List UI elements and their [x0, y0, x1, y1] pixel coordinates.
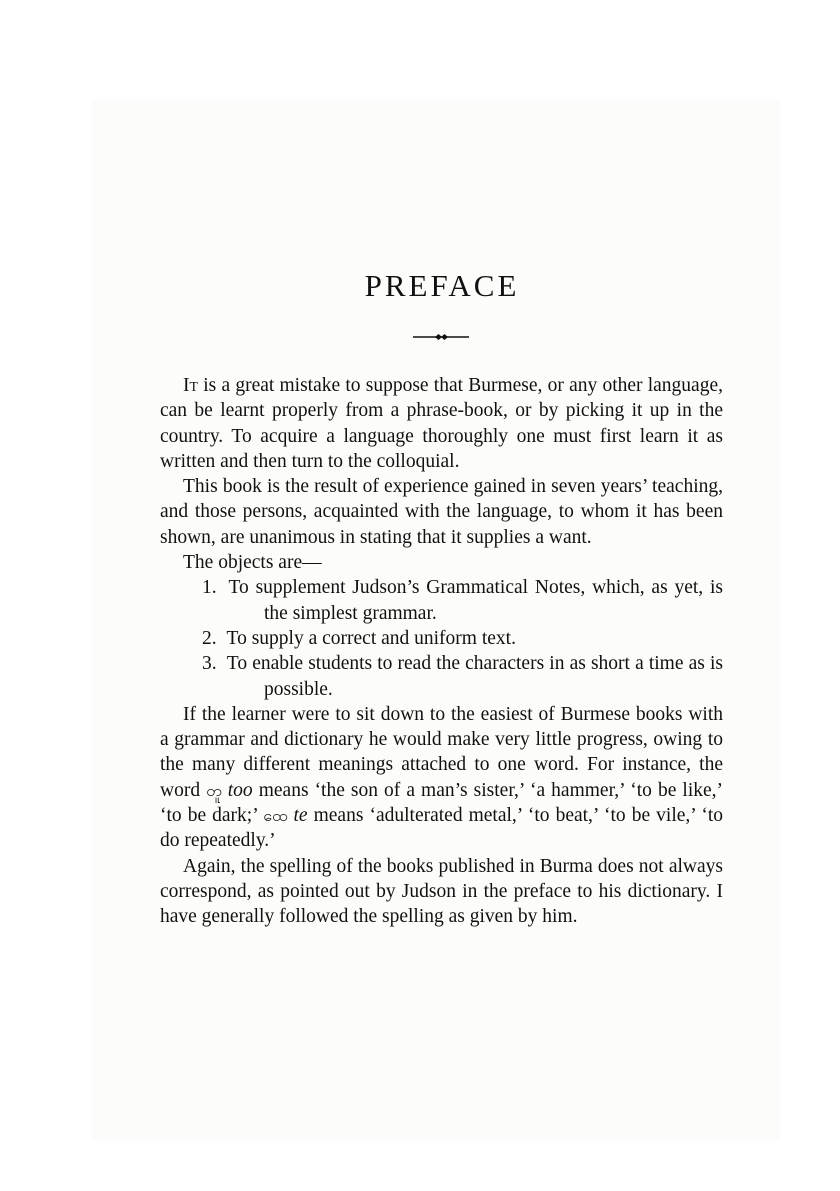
paragraph-3: The objects are—: [183, 552, 322, 574]
paragraph-1-lead: It: [183, 375, 199, 396]
paragraph-4-text-c: means ‘adulterated metal,’ ‘to beat,’ ‘to be vile,’ ‘to do repeatedly.’: [160, 805, 724, 852]
preface-body: [160, 373, 723, 930]
list-item-number: 1.: [202, 577, 217, 599]
list-item-number: 3.: [202, 653, 217, 675]
list-item-text: To supplement Judson’s Grammatical Notes, which, as yet, is the simplest grammar.: [228, 577, 723, 624]
list-item-text: To supply a correct and uniform text.: [226, 627, 516, 649]
paragraph-4-text-b: means ‘the son of a man’s sister,’ ‘a hammer,’ ‘to be like,’ ‘to be dark;’: [160, 779, 724, 827]
burmese-word-2: ထေ: [263, 806, 288, 826]
paragraph-4-text-a: If the learner were to sit down to the easiest of Burmese books with a grammar and dictionary he would make very little progress, owing to the many different meanings attached to one word. For instance, the word: [160, 703, 723, 801]
list-item: [160, 575, 723, 626]
transliteration-1: too: [227, 779, 253, 801]
paragraph-5: Again, the spelling of the books published in Burma does not always correspond, as pointed out by Judson in the preface to his dictionary. I have generally followed the spelling as given by him.: [160, 855, 723, 928]
page-title: PREFACE: [364, 268, 520, 303]
paragraph-1: [160, 373, 723, 474]
list-item-number: 2.: [202, 627, 217, 649]
burmese-word-1: တူ: [206, 780, 222, 800]
transliteration-2: te: [293, 805, 308, 827]
paragraph-4: [160, 702, 723, 854]
ornament-divider: [413, 333, 469, 341]
list-item: [160, 626, 723, 651]
list-item-text: To enable students to read the characters in as short a time as is possible.: [226, 653, 724, 700]
list-item: [160, 651, 723, 702]
paragraph-1-text: is a great mistake to suppose that Burmese, or any other language, can be learnt properly from a phrase-book, or by picking it up in the country. To acquire a language thoroughly one must first learn it as written and then turn to the colloquial.: [160, 375, 723, 472]
objects-list: [160, 575, 723, 701]
paragraph-2: This book is the result of experience gained in seven years’ teaching, and those persons, acquainted with the language, to whom it has been shown, are unanimous in stating that it supplies a want.: [160, 476, 723, 548]
